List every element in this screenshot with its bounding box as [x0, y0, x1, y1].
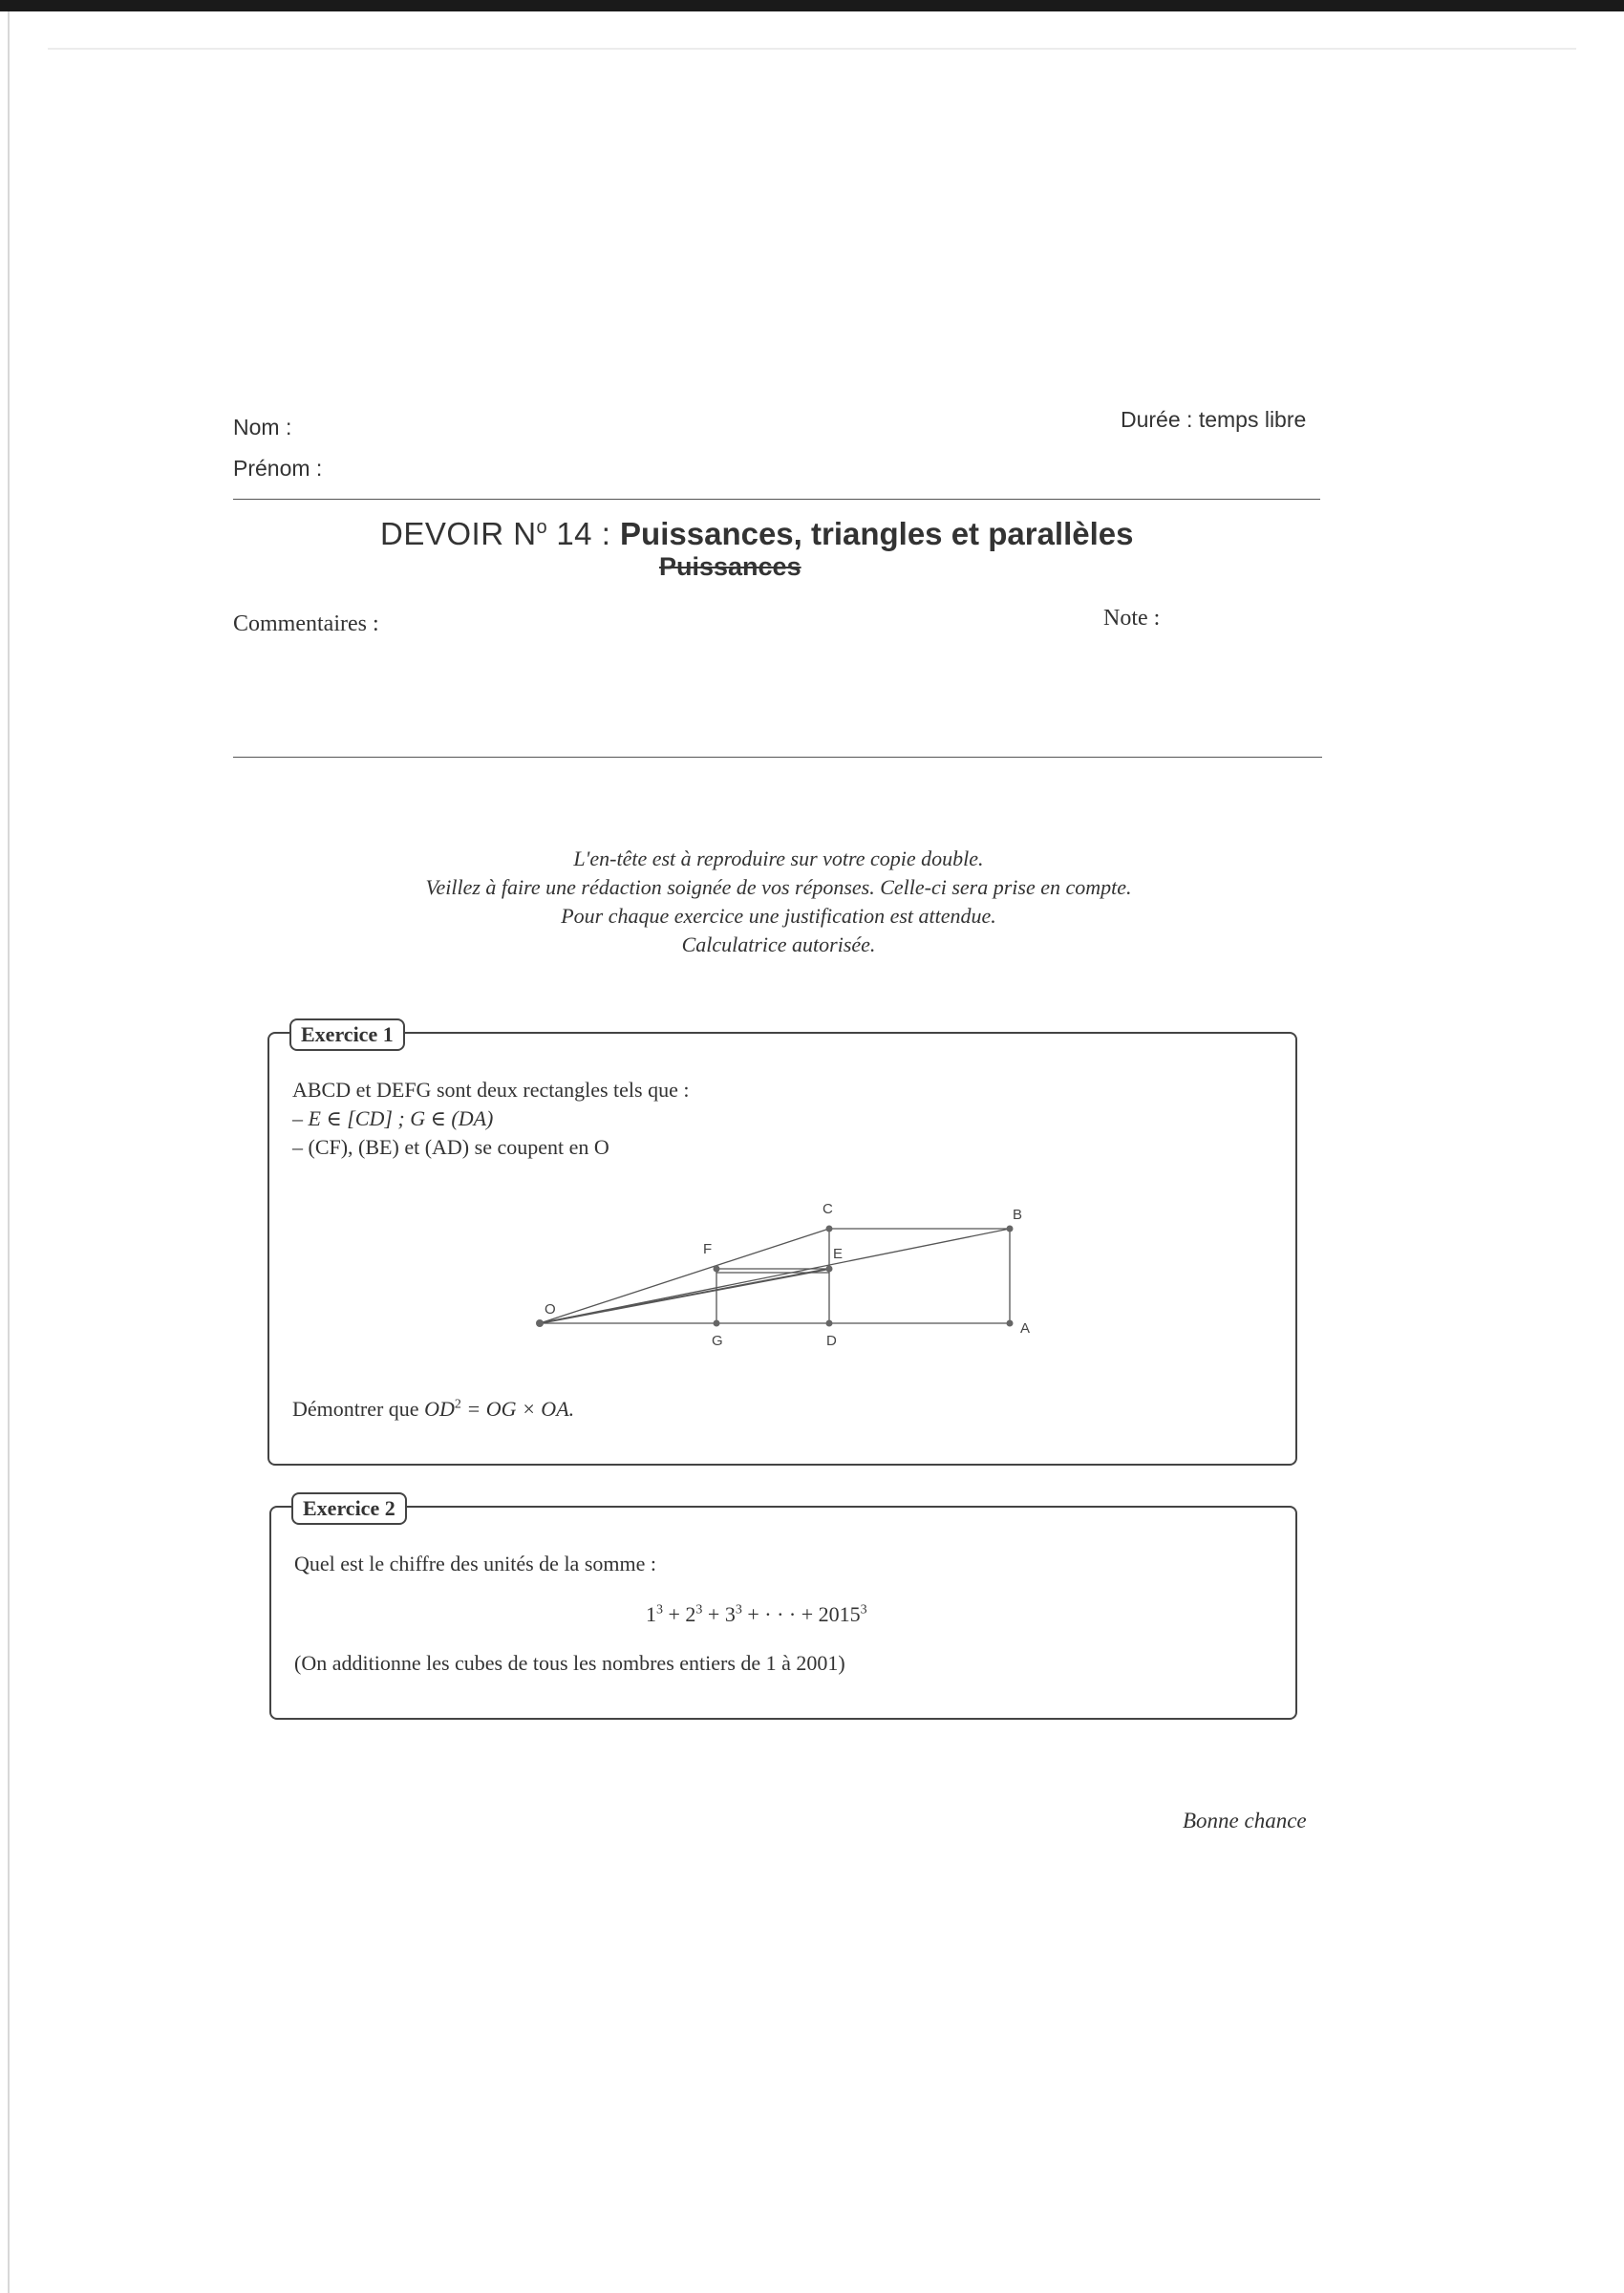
instruction-line: Pour chaque exercice une justification est attendue.: [561, 904, 996, 928]
title-devoir: DEVOIR N: [380, 516, 537, 551]
page-title: [380, 516, 1134, 552]
header-rule: [233, 499, 1320, 500]
title-number: 14 :: [546, 516, 621, 551]
label-o: O: [545, 1301, 556, 1318]
sum-exponent: 3: [695, 1602, 703, 1618]
label-g: G: [712, 1333, 723, 1349]
duree-label: Durée : temps libre: [1121, 407, 1307, 432]
exercise2-question: Quel est le chiffre des unités de la somme :: [294, 1552, 656, 1575]
instruction-line: Calculatrice autorisée.: [681, 932, 876, 956]
question-prefix: Démontrer que: [292, 1397, 425, 1421]
geometry-figure: [516, 1194, 1051, 1357]
point-d: [826, 1320, 833, 1327]
closing-text: Bonne chance: [1183, 1809, 1307, 1832]
line-oe: [540, 1269, 829, 1323]
label-d: D: [826, 1333, 837, 1349]
commentaires-label: Commentaires :: [233, 611, 379, 636]
title-subject: Puissances, triangles et parallèles: [620, 516, 1134, 551]
label-b: B: [1013, 1207, 1023, 1223]
label-c: C: [823, 1201, 833, 1217]
instruction-line: L'en-tête est à reproduire sur votre copie double.: [573, 846, 984, 870]
grading-rule: [233, 757, 1322, 758]
exercise1-question: [292, 1395, 574, 1424]
scan-border-top: [0, 0, 1624, 11]
point-o: [536, 1319, 544, 1327]
math-od: OD: [424, 1397, 455, 1421]
point-e: [826, 1266, 833, 1273]
point-c: [826, 1226, 833, 1232]
scan-border-left: [8, 11, 10, 2293]
math-exponent: 2: [454, 1397, 461, 1412]
math-og-oa: = OG × OA.: [460, 1397, 575, 1421]
exercise2-sum: [646, 1600, 867, 1629]
scan-page-edge: [48, 48, 1576, 50]
sum-term: + 3: [702, 1602, 736, 1626]
point-f: [714, 1266, 720, 1273]
sum-exponent: 3: [860, 1602, 867, 1618]
sum-term: + 2: [663, 1602, 696, 1626]
sum-term: + · · · + 2015: [741, 1602, 861, 1626]
exercise1-condition2: – (CF), (BE) et (AD) se coupent en O: [292, 1135, 609, 1159]
sum-exponent: 3: [735, 1602, 742, 1618]
instruction-line: Veillez à faire une rédaction soignée de vos réponses. Celle-ci sera prise en compte.: [425, 875, 1132, 899]
sum-exponent: 3: [656, 1602, 663, 1618]
nom-label: Nom :: [233, 415, 292, 439]
label-f: F: [703, 1241, 713, 1257]
point-g: [714, 1320, 720, 1327]
struck-subtitle: Puissances: [659, 552, 801, 581]
point-b: [1007, 1226, 1014, 1232]
exercise1-intro: ABCD et DEFG sont deux rectangles tels que :: [292, 1078, 690, 1102]
line-oc: [540, 1229, 829, 1323]
exercise2-tag: Exercice 2: [291, 1492, 407, 1525]
point-a: [1007, 1320, 1014, 1327]
exercise2-note: (On additionne les cubes de tous les nombres entiers de 1 à 2001): [294, 1651, 845, 1675]
sum-term: 1: [646, 1602, 656, 1626]
exercise1-condition1: – E ∈ [CD] ; G ∈ (DA): [292, 1106, 494, 1130]
prenom-label: Prénom :: [233, 456, 323, 481]
instructions: [287, 845, 1271, 959]
title-numero-sup: o: [536, 517, 547, 538]
exercise1-tag: Exercice 1: [289, 1018, 405, 1051]
label-e: E: [833, 1246, 844, 1262]
label-a: A: [1020, 1320, 1031, 1337]
note-label: Note :: [1103, 606, 1161, 631]
